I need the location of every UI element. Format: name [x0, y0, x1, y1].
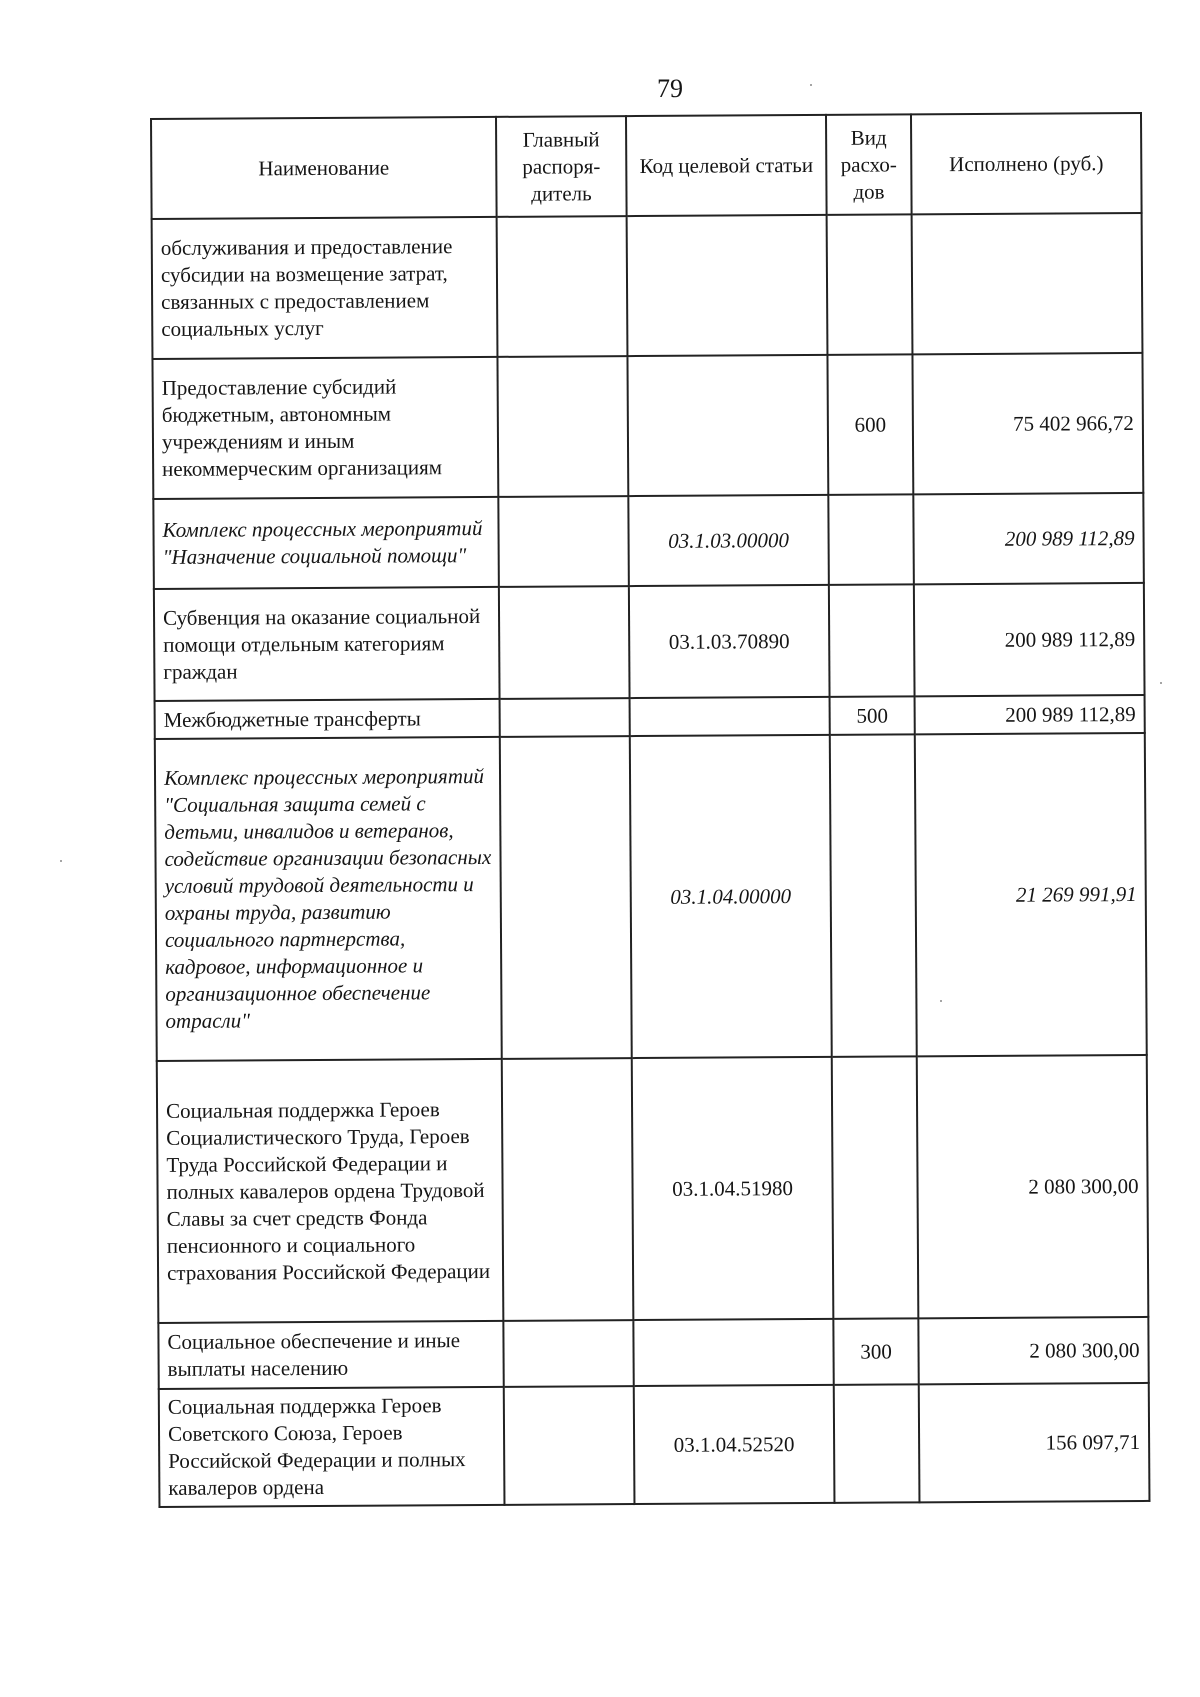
row-executed: 2 080 300,00	[918, 1317, 1148, 1384]
row-manager	[497, 216, 628, 357]
row-executed: 156 097,71	[919, 1383, 1150, 1502]
row-kind: 500	[830, 696, 915, 735]
row-kind	[830, 734, 917, 1057]
scan-speck	[940, 1000, 942, 1002]
row-code: 03.1.03.70890	[629, 585, 830, 698]
row-kind	[827, 214, 913, 355]
table-row	[155, 695, 1145, 739]
table-row	[157, 1055, 1149, 1323]
row-name: Субвенция на оказание социальной помощи отдельным категориям граждан	[154, 587, 500, 701]
row-executed	[912, 213, 1143, 354]
row-code	[633, 1319, 833, 1386]
row-kind	[834, 1384, 920, 1503]
header-name: Наименование	[151, 117, 497, 219]
row-kind: 600	[827, 354, 913, 495]
header-chief-manager: Главный распоря-дитель	[496, 116, 627, 217]
row-manager	[502, 1058, 634, 1321]
header-expense-kind: Вид расхо-дов	[826, 114, 912, 215]
table-row	[155, 733, 1147, 1061]
table-row	[158, 1317, 1148, 1389]
table-row	[154, 583, 1145, 701]
header-target-code: Код целевой статьи	[626, 115, 827, 216]
row-manager	[498, 496, 629, 587]
row-name: обслуживания и предоставление субсидии на возмещение затрат, связанных с предоставлением социальных услуг	[152, 217, 498, 359]
row-kind	[832, 1056, 919, 1319]
table-row	[159, 1383, 1150, 1507]
row-executed: 75 402 966,72	[912, 353, 1143, 494]
row-code: 03.1.03.00000	[628, 495, 829, 586]
table-row	[152, 353, 1143, 499]
row-code	[627, 215, 828, 356]
budget-execution-table	[150, 112, 1150, 1508]
row-manager	[499, 586, 630, 699]
table-header-row	[151, 113, 1142, 219]
row-manager	[497, 356, 628, 497]
row-manager	[503, 1320, 633, 1387]
row-executed: 200 989 112,89	[913, 493, 1144, 584]
row-manager	[500, 736, 632, 1059]
header-executed: Исполнено (руб.)	[911, 113, 1142, 214]
row-name: Комплекс процессных мероприятий "Социальная защита семей с детьми, инвалидов и ветеранов, содействие организации безопасных условий трудовой деятельности и охраны труда, развитию социального партнерства, кадровое, информационное и организационное обеспечение отрасли"	[155, 737, 502, 1061]
row-kind	[828, 494, 914, 585]
table-row	[153, 493, 1144, 589]
row-kind: 300	[833, 1318, 918, 1385]
scan-speck	[810, 84, 812, 86]
row-executed: 2 080 300,00	[917, 1055, 1149, 1318]
row-code: 03.1.04.00000	[630, 735, 832, 1058]
row-name: Социальная поддержка Героев Советского Союза, Героев Российской Федерации и полных кавалеров ордена	[159, 1387, 505, 1507]
row-name: Комплекс процессных мероприятий "Назначение социальной помощи"	[153, 497, 499, 589]
scan-speck	[60, 860, 62, 862]
row-name: Предоставление субсидий бюджетным, автономным учреждениям и иным некоммерческим организациям	[152, 357, 498, 499]
row-manager	[500, 698, 630, 737]
page-number: 79	[657, 74, 683, 103]
scan-speck	[1160, 682, 1162, 684]
row-code	[630, 697, 830, 736]
row-executed: 200 989 112,89	[915, 695, 1145, 734]
row-code: 03.1.04.51980	[632, 1057, 834, 1320]
table-row	[152, 213, 1143, 359]
row-manager	[504, 1386, 635, 1505]
row-name: Межбюджетные трансферты	[155, 699, 500, 739]
row-name: Социальное обеспечение и иные выплаты населению	[158, 1321, 503, 1389]
row-code	[627, 355, 828, 496]
row-code: 03.1.04.52520	[634, 1385, 835, 1504]
row-kind	[829, 584, 915, 697]
row-name: Социальная поддержка Героев Социалистического Труда, Героев Труда Российской Федерации и полных кавалеров ордена Трудовой Славы за счет средств Фонда пенсионного и социального страхования Российской Федерации	[157, 1059, 504, 1323]
row-executed: 21 269 991,91	[915, 733, 1147, 1056]
row-executed: 200 989 112,89	[914, 583, 1145, 696]
